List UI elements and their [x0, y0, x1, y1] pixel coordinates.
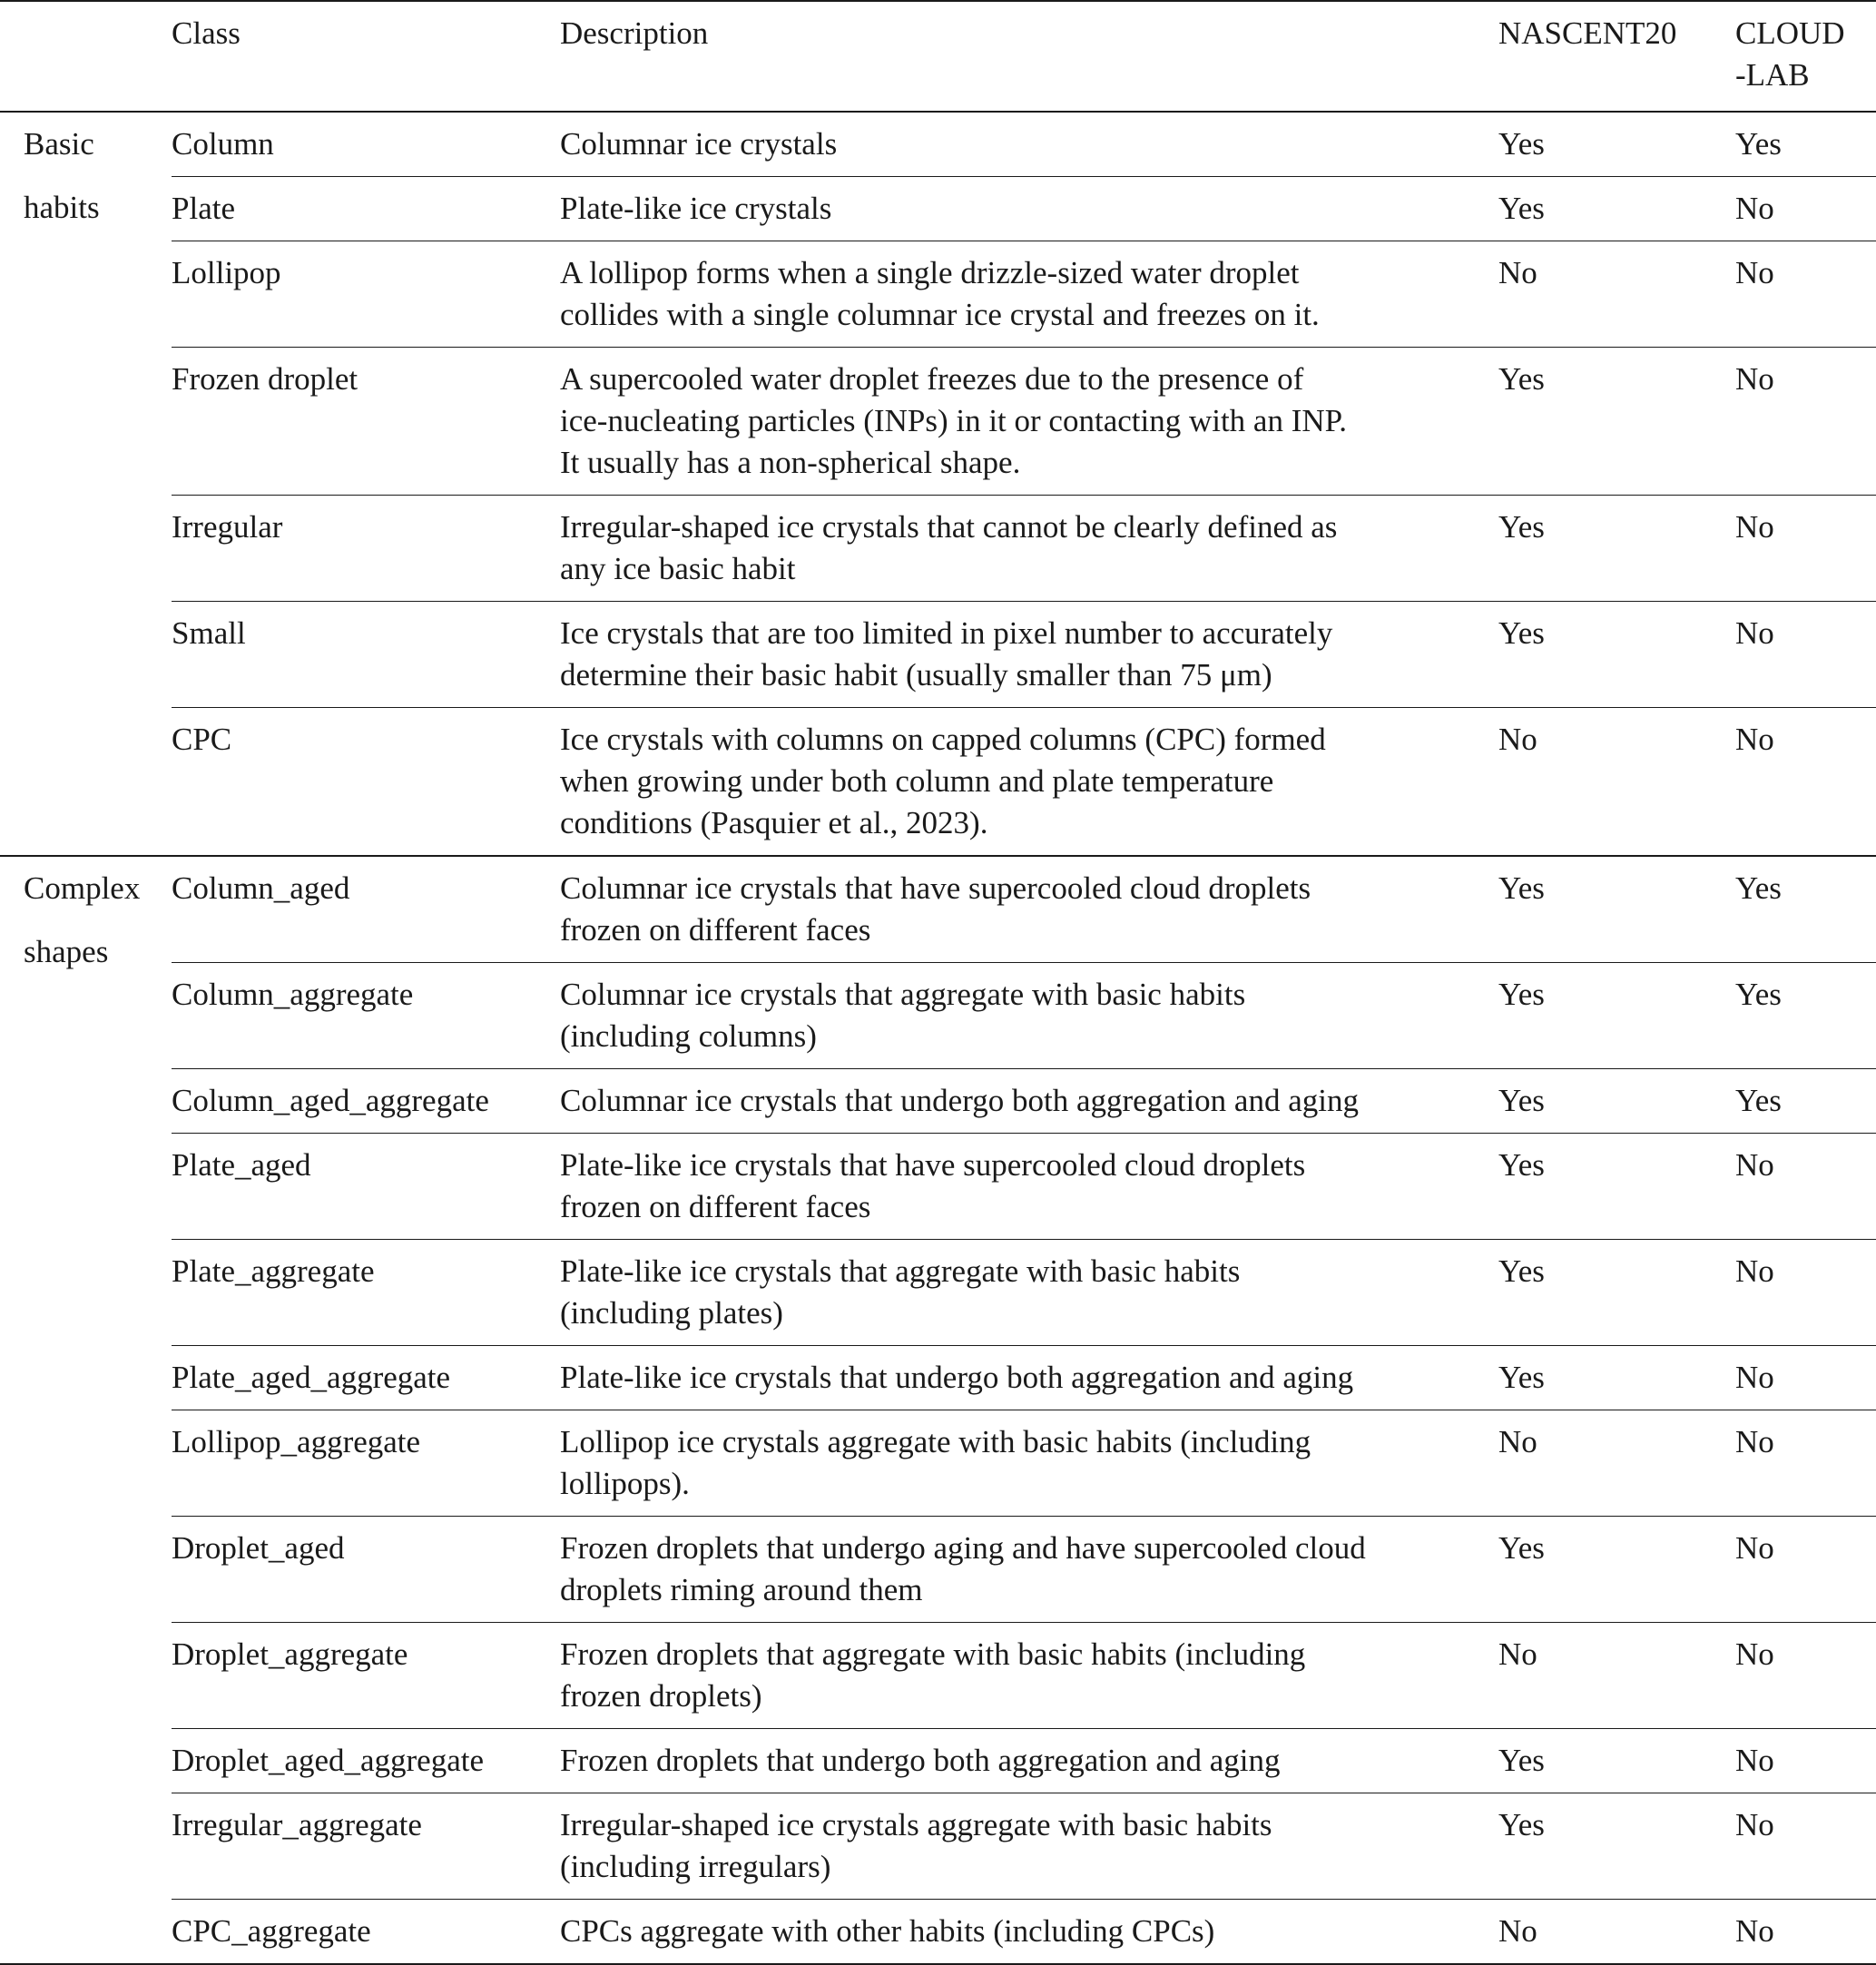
cloudlab-cell: No [1735, 1410, 1876, 1517]
description-cell [560, 1729, 1498, 1793]
table-row [0, 602, 1876, 708]
description-line: Plate-like ice crystals that aggregate with basic habits [560, 1253, 1241, 1289]
table-row [0, 1729, 1876, 1793]
nascent20-cell: Yes [1498, 1729, 1735, 1793]
description-line: Ice crystals that are too limited in pixel number to accurately [560, 615, 1333, 651]
description-line: Columnar ice crystals [560, 126, 838, 162]
cloudlab-cell: No [1735, 1623, 1876, 1729]
group-label: shapes [24, 934, 109, 969]
description-line: Columnar ice crystals that aggregate with basic habits [560, 977, 1246, 1012]
nascent20-cell: No [1498, 1623, 1735, 1729]
description-line: Irregular-shaped ice crystals aggregate with basic habits [560, 1807, 1272, 1842]
nascent20-cell: Yes [1498, 963, 1735, 1069]
class-cell: Column_aggregate [172, 963, 560, 1069]
group-cell [0, 856, 172, 1964]
class-cell: Irregular [172, 496, 560, 602]
description-cell [560, 112, 1498, 177]
class-cell: Plate_aged [172, 1134, 560, 1240]
description-cell [560, 177, 1498, 241]
class-cell: Irregular_aggregate [172, 1793, 560, 1900]
nascent20-cell: Yes [1498, 496, 1735, 602]
cloudlab-cell: No [1735, 241, 1876, 348]
description-cell [560, 963, 1498, 1069]
class-cell: Droplet_aged [172, 1517, 560, 1623]
nascent20-cell: Yes [1498, 126, 1545, 162]
cloudlab-cell: No [1735, 177, 1876, 241]
class-cell: Frozen droplet [172, 348, 560, 496]
description-cell [560, 856, 1498, 963]
group-cell [0, 112, 172, 856]
header-class: Class [172, 15, 241, 51]
description-line: Frozen droplets that undergo both aggregation and aging [560, 1743, 1281, 1778]
description-line: (including irregulars) [560, 1849, 831, 1884]
table-row [0, 112, 1876, 177]
table-row [0, 1900, 1876, 1965]
table-row [0, 1346, 1876, 1410]
description-line: any ice basic habit [560, 551, 796, 586]
class-cell: Lollipop_aggregate [172, 1410, 560, 1517]
table-header [0, 1, 1876, 112]
nascent20-cell: Yes [1498, 602, 1735, 708]
description-line: Plate-like ice crystals that undergo both aggregation and aging [560, 1360, 1354, 1395]
description-cell [560, 1623, 1498, 1729]
description-line: A supercooled water droplet freezes due to the presence of [560, 361, 1304, 397]
nascent20-cell: No [1498, 1410, 1735, 1517]
description-line: A lollipop forms when a single drizzle-sized water droplet [560, 255, 1300, 290]
class-cell: Plate_aggregate [172, 1240, 560, 1346]
nascent20-cell: Yes [1498, 1346, 1735, 1410]
description-line: ice-nucleating particles (INPs) in it or contacting with an INP. [560, 403, 1347, 438]
description-line: Ice crystals with columns on capped columns (CPC) formed [560, 722, 1326, 757]
class-cell: Plate [172, 177, 560, 241]
description-line: Irregular-shaped ice crystals that cannot be clearly defined as [560, 509, 1338, 545]
table-row [0, 1240, 1876, 1346]
header-nascent20: NASCENT20 [1498, 15, 1677, 51]
table-row [0, 1069, 1876, 1134]
table-row [0, 856, 1876, 963]
description-cell [560, 496, 1498, 602]
header-cloudlab-line: CLOUD [1735, 15, 1845, 51]
header-cloudlab-line: -LAB [1735, 57, 1810, 93]
nascent20-cell: Yes [1498, 1134, 1735, 1240]
description-cell [560, 348, 1498, 496]
table-row [0, 963, 1876, 1069]
table-row [0, 708, 1876, 857]
description-cell [560, 1410, 1498, 1517]
cloudlab-cell: No [1735, 1517, 1876, 1623]
table-row [0, 1793, 1876, 1900]
description-cell [560, 1517, 1498, 1623]
table-row [0, 241, 1876, 348]
cloudlab-cell: Yes [1735, 1069, 1876, 1134]
description-cell [560, 1134, 1498, 1240]
cloudlab-cell: No [1735, 708, 1876, 857]
nascent20-cell: No [1498, 241, 1735, 348]
group-label: Basic [24, 126, 94, 162]
table-row [0, 348, 1876, 496]
description-line: conditions (Pasquier et al., 2023). [560, 805, 988, 840]
class-cell: Column [172, 126, 274, 162]
table-row [0, 1134, 1876, 1240]
section-complex-shapes [0, 856, 1876, 1964]
description-line: frozen droplets) [560, 1678, 762, 1714]
cloudlab-cell: No [1735, 1793, 1876, 1900]
description-line: frozen on different faces [560, 1189, 871, 1224]
cloudlab-cell: Yes [1735, 870, 1782, 906]
nascent20-cell: Yes [1498, 1069, 1735, 1134]
nascent20-cell: Yes [1498, 870, 1545, 906]
description-line: Columnar ice crystals that undergo both aggregation and aging [560, 1083, 1359, 1118]
description-line: Frozen droplets that aggregate with basic habits (including [560, 1636, 1306, 1672]
description-line: Plate-like ice crystals that have supercooled cloud droplets [560, 1147, 1306, 1183]
header-group [0, 1, 172, 112]
cloudlab-cell: No [1735, 1240, 1876, 1346]
description-line: collides with a single columnar ice crystal and freezes on it. [560, 297, 1320, 332]
nascent20-cell: No [1498, 708, 1735, 857]
cloudlab-cell: Yes [1735, 963, 1876, 1069]
table-row [0, 1517, 1876, 1623]
cloudlab-cell: No [1735, 496, 1876, 602]
class-cell: Column_aged_aggregate [172, 1069, 560, 1134]
class-cell: Column_aged [172, 870, 350, 906]
class-cell: Lollipop [172, 241, 560, 348]
description-line: frozen on different faces [560, 912, 871, 948]
description-line: Plate-like ice crystals [560, 191, 832, 226]
nascent20-cell: No [1498, 1900, 1735, 1965]
table-row [0, 496, 1876, 602]
group-label: Complex [24, 870, 141, 906]
description-cell [560, 708, 1498, 857]
class-cell: Small [172, 602, 560, 708]
description-cell [560, 241, 1498, 348]
section-basic-habits [0, 112, 1876, 856]
description-cell [560, 1793, 1498, 1900]
group-label: habits [24, 190, 100, 225]
description-line: Columnar ice crystals that have supercooled cloud droplets [560, 870, 1311, 906]
description-line: It usually has a non-spherical shape. [560, 445, 1021, 480]
class-cell: CPC_aggregate [172, 1900, 560, 1965]
header-row [0, 1, 1876, 112]
description-line: CPCs aggregate with other habits (including CPCs) [560, 1913, 1215, 1949]
cloudlab-cell: No [1735, 1900, 1876, 1965]
description-line: (including plates) [560, 1295, 783, 1331]
nascent20-cell: Yes [1498, 1240, 1735, 1346]
description-cell [560, 1069, 1498, 1134]
class-cell: CPC [172, 708, 560, 857]
cloudlab-cell: No [1735, 1346, 1876, 1410]
description-cell [560, 1900, 1498, 1965]
class-cell: Droplet_aged_aggregate [172, 1729, 560, 1793]
description-cell [560, 602, 1498, 708]
description-line: droplets riming around them [560, 1572, 923, 1607]
class-cell: Droplet_aggregate [172, 1623, 560, 1729]
nascent20-cell: Yes [1498, 177, 1735, 241]
header-description: Description [560, 15, 709, 51]
description-line: Frozen droplets that undergo aging and have supercooled cloud [560, 1530, 1366, 1566]
description-line: lollipops). [560, 1466, 690, 1501]
description-line: (including columns) [560, 1018, 817, 1054]
header-cloudlab [1735, 1, 1876, 112]
class-cell: Plate_aged_aggregate [172, 1346, 560, 1410]
cloudlab-cell: Yes [1735, 126, 1782, 162]
cloudlab-cell: No [1735, 1134, 1876, 1240]
table-row [0, 1410, 1876, 1517]
description-line: determine their basic habit (usually smaller than 75 μm) [560, 657, 1272, 693]
nascent20-cell: Yes [1498, 1517, 1735, 1623]
cloudlab-cell: No [1735, 1729, 1876, 1793]
description-line: when growing under both column and plate temperature [560, 763, 1274, 799]
nascent20-cell: Yes [1498, 348, 1735, 496]
nascent20-cell: Yes [1498, 1793, 1735, 1900]
table-row [0, 177, 1876, 241]
description-cell [560, 1346, 1498, 1410]
description-line: Lollipop ice crystals aggregate with basic habits (including [560, 1424, 1311, 1459]
cloudlab-cell: No [1735, 602, 1876, 708]
description-cell [560, 1240, 1498, 1346]
cloudlab-cell: No [1735, 348, 1876, 496]
table-row [0, 1623, 1876, 1729]
